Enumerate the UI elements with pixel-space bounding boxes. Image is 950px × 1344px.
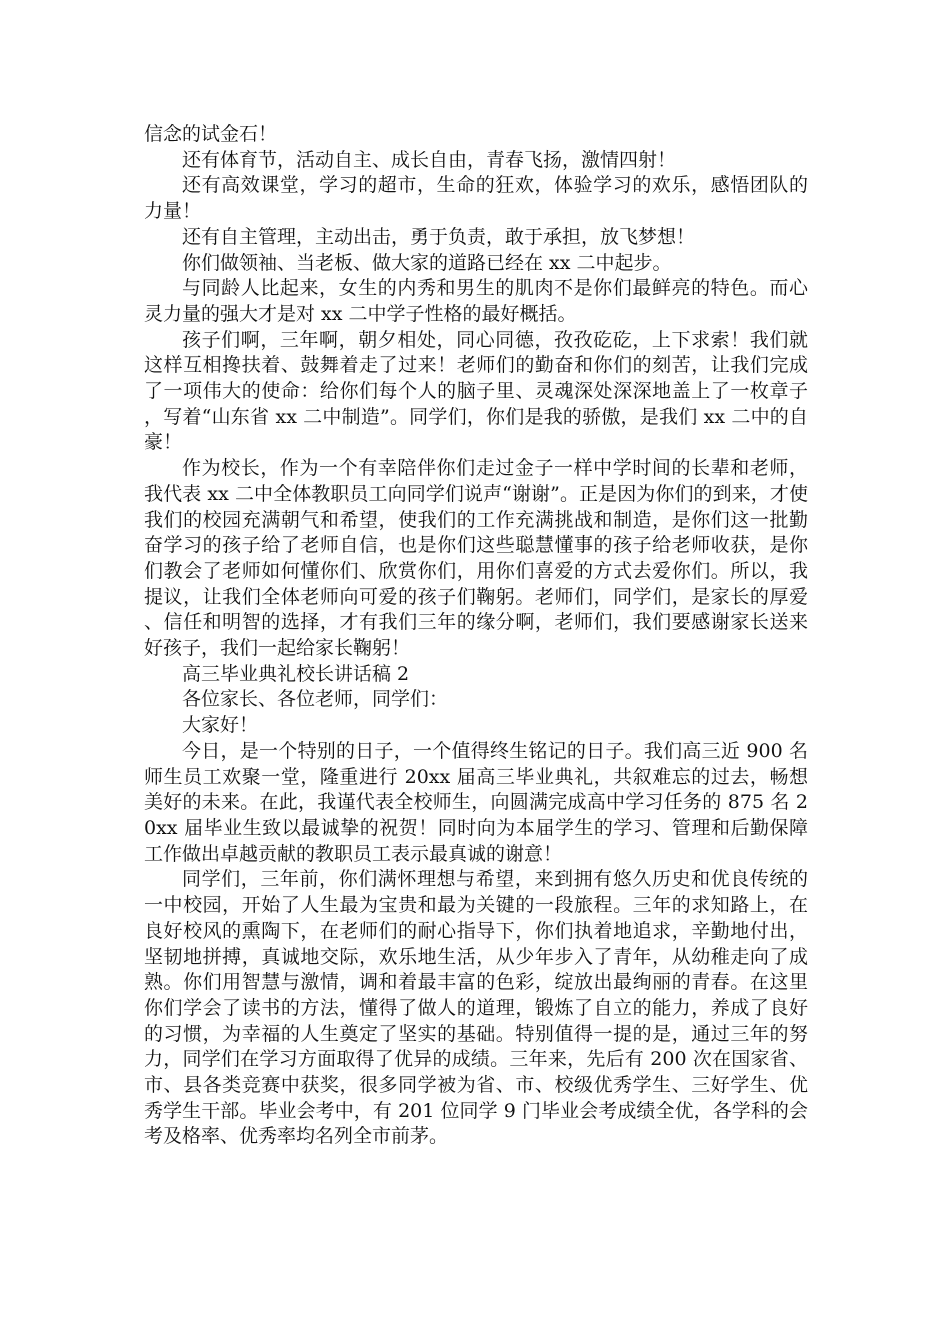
paragraph: 与同龄人比起来，女生的内秀和男生的肌肉不是你们最鲜亮的特色。而心灵力量的强大才是对 xx 二中学子性格的最好概括。 (144, 277, 808, 325)
document-body (144, 122, 808, 1150)
paragraph: 你们做领袖、当老板、做大家的道路已经在 xx 二中起步。 (182, 251, 672, 274)
paragraph: 还有高效课堂，学习的超市，生命的狂欢，体验学习的欢乐，感悟团队的力量！ (144, 174, 808, 223)
salutation: 各位家长、各位老师，同学们： (182, 688, 449, 711)
paragraph: 还有体育节，活动自主、成长自由，青春飞扬，激情四射！ (182, 148, 677, 171)
section-title: 高三毕业典礼校长讲话稿 2 (182, 662, 410, 685)
greeting: 大家好！ (182, 714, 259, 737)
paragraph: 今日，是一个特别的日子，一个值得终生铭记的日子。我们高三近 900 名师生员工欢聚一堂，隆重进行 20xx 届高三毕业典礼，共叙难忘的过去，畅想美好的未来。在此，我谨代表全校师生，向圆满完成高中学习任务的 875 名 20xx 届毕业生致以最诚挚的祝贺！同时向为本届学生的学习、管理和后勤保障工作做出卓越贡献的教职员工表示最真诚的谢意！ (144, 739, 808, 865)
paragraph: 同学们，三年前，你们满怀理想与希望，来到拥有悠久历史和优良传统的一中校园，开始了人生最为宝贵和最为关键的一段旅程。三年的求知路上，在良好校风的熏陶下，在老师们的耐心指导下，你们执着地追求，辛勤地付出，坚韧地拼搏，真诚地交际，欢乐地生活，从少年步入了青年，从幼稚走向了成熟。你们用智慧与激情，调和着最丰富的色彩，绽放出最绚丽的青春。在这里你们学会了读书的方法，懂得了做人的道理，锻炼了自立的能力，养成了良好的习惯，为幸福的人生奠定了坚实的基础。特别值得一提的是，通过三年的努力，同学们在学习方面取得了优异的成绩。三年来，先后有 200 次在国家省、市、县各类竞赛中获奖，很多同学被为省、市、校级优秀学生、三好学生、优秀学生干部。毕业会考中，有 201 位同学 9 门毕业会考成绩全优，各学科的会考及格率、优秀率均名列全市前茅。 (144, 868, 808, 1148)
paragraph: 孩子们啊，三年啊，朝夕相处，同心同德，孜孜矻矻，上下求索！我们就这样互相搀扶着、鼓舞着走了过来！老师们的勤奋和你们的刻苦，让我们完成了一项伟大的使命：给你们每个人的脑子里、灵魂深处深深地盖上了一枚章子，写着“山东省 xx 二中制造”。同学们，你们是我的骄傲，是我们 xx 二中的自豪！ (144, 328, 808, 454)
paragraph: 还有自主管理，主动出击，勇于负责，敢于承担，放飞梦想！ (182, 225, 696, 248)
paragraph: 作为校长，作为一个有幸陪伴你们走过金子一样中学时间的长辈和老师，我代表 xx 二中全体教职员工向同学们说声“谢谢”。正是因为你们的到来，才使我们的校园充满朝气和希望，使我们的工作充满挑战和制造，是你们这一批勤奋学习的孩子给了老师自信，也是你们这些聪慧懂事的孩子给老师收获，是你们教会了老师如何懂你们、欣赏你们，用你们喜爱的方式去爱你们。所以，我提议，让我们全体老师向可爱的孩子们鞠躬。老师们，同学们，是家长的厚爱、信任和明智的选择，才有我们三年的缘分啊，老师们，我们要感谢家长送来好孩子，我们一起给家长鞠躬！ (144, 457, 808, 660)
paragraph: 信念的试金石！ (144, 123, 278, 145)
